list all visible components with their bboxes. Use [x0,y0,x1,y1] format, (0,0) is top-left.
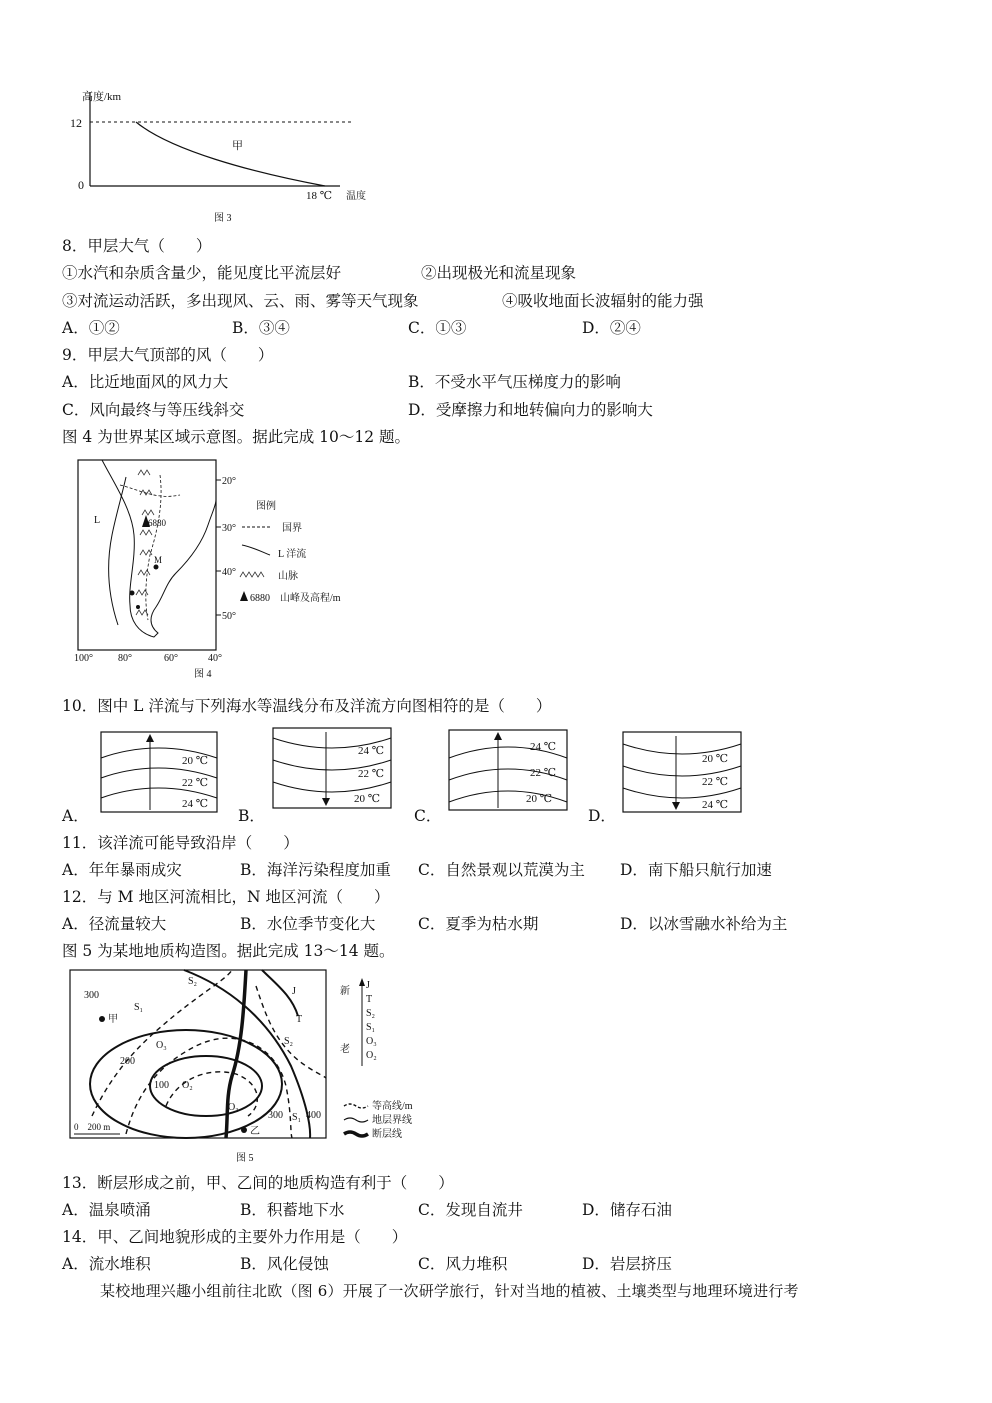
q10-diagram-b[interactable] [272,726,394,816]
q10-d-iso-2: 22 ℃ [702,776,729,788]
fig3-layer-label: 甲 [232,140,243,152]
fig5-legend-boundary: 地层界线 [372,1115,412,1126]
fig5-stratum-S2: S₂ [366,1008,376,1019]
fig5-caption: 图 5 [236,1153,254,1164]
fig5-label-jia: 甲 [108,1014,118,1025]
fig5-contour-400: 400 [306,1110,321,1121]
q10-diagram-c[interactable] [448,728,570,818]
fig5-stratum-O2: O₂ [366,1050,377,1061]
q10-diagram-d[interactable] [622,730,744,820]
q9-option-c[interactable]: C．风向最终与等压线斜交 [62,401,245,419]
q12-stem: 12．与 M 地区河流相比，N 地区河流（ ） [62,888,390,906]
q11-option-d[interactable]: D．南下船只航行加速 [620,861,772,879]
q12-option-c[interactable]: C．夏季为枯水期 [418,915,539,933]
fig3-ylabel: 高度/km [82,91,122,103]
fig4-lon-40: 40° [208,653,222,664]
fig5-label-S1a: S₁ [134,1002,144,1013]
fig4-legend-mountain: 山脉 [278,571,298,582]
q11-option-b[interactable]: B．海洋污染程度加重 [240,861,391,879]
q9-option-d[interactable]: D．受摩擦力和地转偏向力的影响大 [408,401,653,419]
q13-stem: 13．断层形成之前，甲、乙间的地质构造有利于（ ） [62,1174,454,1192]
fig5-stratum-T: T [366,994,373,1005]
fig5-stratum-J: J [366,980,370,991]
fig5-stratum-O3: O₃ [366,1036,377,1047]
fig5-label-O3a: O₃ [156,1040,167,1051]
fig3-xlabel: 温度 [346,191,366,202]
fig5-label-S2a: S₂ [188,976,198,987]
fig5-label-S1b: S₁ [292,1112,302,1123]
q8-statement-3: ③对流运动活跃，多出现风、云、雨、雾等天气现象 [62,292,419,310]
fig4-lon-100: 100° [74,653,93,664]
q10-diagram-a[interactable] [100,730,220,820]
fig5-label-yi: 乙 [250,1126,260,1137]
fig5-contour-300b: 300 [268,1110,283,1121]
q9-stem: 9．甲层大气顶部的风（ ） [62,346,274,364]
q9-option-a[interactable]: A．比近地面风的风力大 [62,373,229,391]
q14-option-d[interactable]: D．岩层挤压 [582,1255,672,1273]
fig3-y12: 12 [70,116,82,130]
q10-b-iso-3: 20 ℃ [354,793,381,805]
q10-option-d[interactable]: D． [588,807,616,825]
q10-stem: 10．图中 L 洋流与下列海水等温线分布及洋流方向图相符的是（ ） [62,697,552,715]
fig4-lat-50: 50° [222,611,236,622]
q10-b-iso-1: 24 ℃ [358,745,385,757]
fig5-legend-contour: 等高线/m [372,1101,413,1112]
fig4-legend-peak: 山峰及高程/m [280,593,341,604]
q8-statement-2: ②出现极光和流星现象 [421,264,577,282]
q10-d-iso-3: 24 ℃ [702,799,729,811]
q8-option-b[interactable]: B．③④ [232,319,290,337]
fig4-label-M: M [154,555,163,565]
q11-stem: 11．该洋流可能导致沿岸（ ） [62,834,299,852]
q11-option-c[interactable]: C．自然景观以荒漠为主 [418,861,585,879]
fig4-lat-30: 30° [222,523,236,534]
q8-option-c[interactable]: C．①③ [408,319,467,337]
q13-option-d[interactable]: D．储存石油 [582,1201,672,1219]
q10-c-iso-2: 22 ℃ [530,767,557,779]
q10-option-b[interactable]: B． [238,807,265,825]
q12-option-d[interactable]: D．以冰雪融水补给为主 [620,915,788,933]
q11-option-a[interactable]: A．年年暴雨成灾 [62,861,182,879]
figure-3 [60,82,380,232]
q10-c-iso-1: 24 ℃ [530,741,557,753]
q10-option-a[interactable]: A． [62,807,89,825]
fig4-lat-20: 20° [222,476,236,487]
q14-option-c[interactable]: C．风力堆积 [418,1255,508,1273]
q8-option-a[interactable]: A．①② [62,319,120,337]
q13-option-c[interactable]: C．发现自流井 [418,1201,523,1219]
fig3-caption: 图 3 [214,213,232,224]
q10-option-c[interactable]: C． [414,807,442,825]
fig5-old: 老 [340,1044,350,1055]
fig5-contour-300a: 300 [84,990,99,1001]
fig5-stratum-S1: S₁ [366,1022,376,1033]
fig4-coastline [102,460,216,637]
fig5-label-S2b: S₂ [284,1036,294,1047]
intro-figure-6: 某校地理兴趣小组前往北欧（图 6）开展了一次研学旅行，针对当地的植被、土壤类型与地理环境进行考 [100,1282,799,1300]
fig5-scale: 0 200 m [74,1122,111,1132]
fig4-legend-current: L 洋流 [278,549,307,560]
q10-b-iso-2: 22 ℃ [358,768,385,780]
intro-figure-4: 图 4 为世界某区域示意图。据此完成 10～12 题。 [62,428,411,446]
fig5-new: 新 [340,986,350,997]
fig3-y0: 0 [78,178,84,192]
fig5-contour-200: 200 [120,1056,135,1067]
q10-a-iso-2: 22 ℃ [182,777,209,789]
fig4-lon-60: 60° [164,653,178,664]
fig5-label-J: J [292,986,296,997]
q10-a-iso-1: 20 ℃ [182,755,209,767]
fig4-caption: 图 4 [194,669,212,680]
intro-figure-5: 图 5 为某地地质构造图。据此完成 13～14 题。 [62,942,395,960]
fig4-legend-peak-value: 6880 [250,593,270,604]
q12-option-b[interactable]: B．水位季节变化大 [240,915,376,933]
fig5-legend-fault: 断层线 [372,1129,402,1140]
fig4-lon-80: 80° [118,653,132,664]
q13-option-a[interactable]: A．温泉喷涌 [62,1201,151,1219]
fig5-label-O2: O₂ [182,1080,193,1091]
q13-option-b[interactable]: B．积蓄地下水 [240,1201,345,1219]
q8-option-d[interactable]: D．②④ [582,319,641,337]
q12-option-a[interactable]: A．径流量较大 [62,915,167,933]
figure-5 [66,966,426,1166]
fig4-legend-title: 图例 [256,501,276,512]
fig4-lat-40: 40° [222,567,236,578]
fig5-contour-100: 100 [154,1080,169,1091]
q14-option-b[interactable]: B．风化侵蚀 [240,1255,329,1273]
fig3-temp: 18 ℃ [306,190,333,202]
fig4-peak: 6880 [148,518,166,528]
fig5-label-T: T [296,1014,303,1025]
q9-option-b[interactable]: B．不受水平气压梯度力的影响 [408,373,621,391]
fig5-label-O3b: O₃ [228,1102,239,1113]
q8-stem: 8．甲层大气（ ） [62,237,212,255]
q10-a-iso-3: 24 ℃ [182,798,209,810]
fig4-current-L: L [94,515,101,526]
q10-d-iso-1: 20 ℃ [702,753,729,765]
q14-stem: 14．甲、乙间地貌形成的主要外力作用是（ ） [62,1228,408,1246]
q8-statement-1: ①水汽和杂质含量少，能见度比平流层好 [62,264,342,282]
q10-c-iso-3: 20 ℃ [526,793,553,805]
q8-statement-4: ④吸收地面长波辐射的能力强 [502,292,704,310]
q14-option-a[interactable]: A．流水堆积 [62,1255,151,1273]
fig4-legend-border: 国界 [282,523,302,534]
figure-4 [60,455,360,685]
